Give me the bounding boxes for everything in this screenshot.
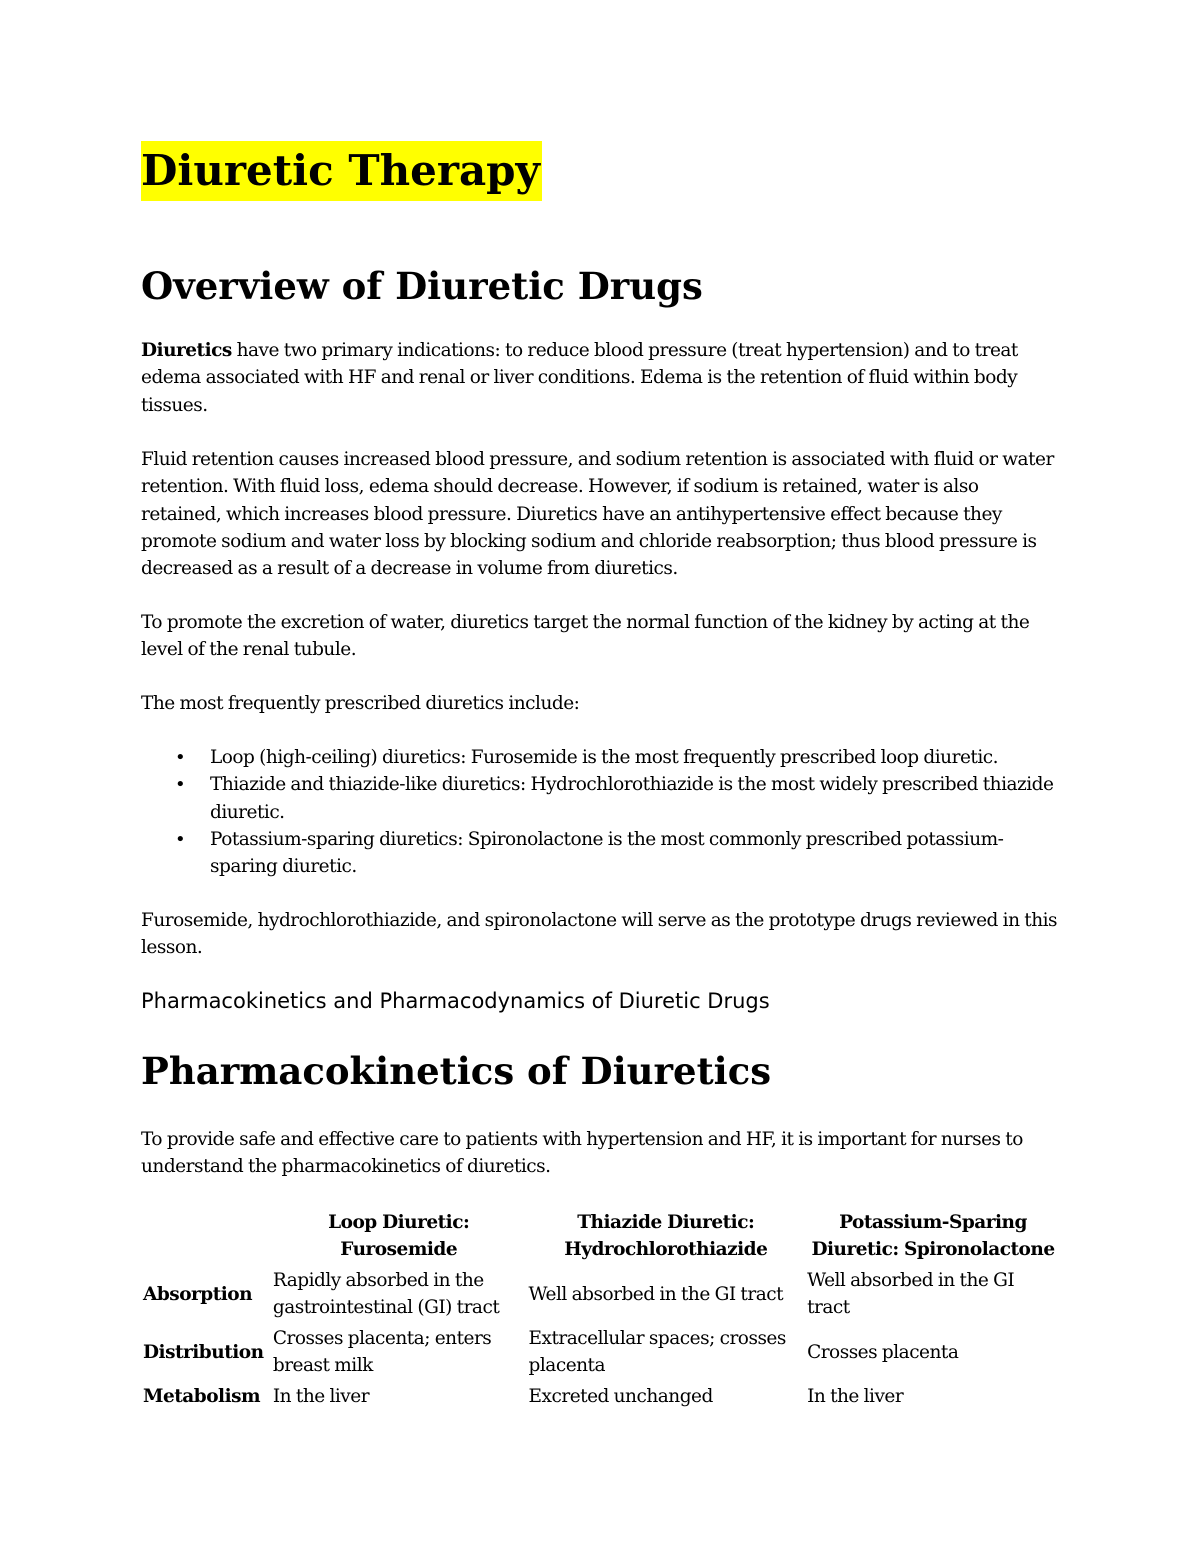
table-header-cell: Potassium-Sparing Diuretic: Spironolactone	[811, 1212, 1055, 1260]
row-label: Distribution	[143, 1341, 264, 1363]
table-header-cell: Loop Diuretic: Furosemide	[328, 1212, 470, 1260]
list-item	[141, 826, 1061, 881]
pharmacokinetics-paragraph: To provide safe and effective care to patients with hypertension and HF, it is important for nurses to understand the pharmacokinetics of diuretics.	[141, 1129, 1023, 1178]
table-header-cell: Thiazide Diuretic: Hydrochlorothiazide	[564, 1212, 768, 1260]
table-cell: Well absorbed in the GI tract	[528, 1283, 784, 1305]
pharmacokinetics-table	[141, 1207, 1061, 1412]
table-header-row	[141, 1207, 1061, 1265]
bullet-dot: •	[175, 774, 186, 796]
table-header-cell	[141, 1207, 271, 1265]
list-item-text: Loop (high-ceiling) diuretics: Furosemide is the most frequently prescribed loop diuretic.	[210, 747, 998, 768]
prototype-paragraph: Furosemide, hydrochlorothiazide, and spironolactone will serve as the prototype drugs reviewed in this lesson.	[141, 910, 1058, 959]
intro-text: have two primary indications: to reduce blood pressure (treat hypertension) and to treat edema associated with HF and renal or liver conditions. Edema is the retention of fluid within body tissues.	[141, 340, 1018, 416]
list-intro-paragraph: The most frequently prescribed diuretics include:	[141, 693, 580, 714]
intro-bold-term: Diuretics	[141, 340, 232, 361]
pharmacokinetics-heading: Pharmacokinetics of Diuretics	[141, 1049, 772, 1093]
overview-heading: Overview of Diuretic Drugs	[141, 264, 703, 308]
table-cell: Crosses placenta; enters breast milk	[272, 1328, 492, 1376]
table-row	[141, 1381, 1061, 1412]
pk-pd-subheading: Pharmacokinetics and Pharmacodynamics of Diuretic Drugs	[141, 989, 770, 1013]
bullet-dot: •	[175, 747, 186, 768]
fluid-retention-paragraph: Fluid retention causes increased blood pressure, and sodium retention is associated with fluid or water retention. With fluid loss, edema should decrease. However, if sodium is retained, water is also retained, which increases blood pressure. Diuretics have an antihypertensive effect because they promote sodium and water loss by blocking sodium and chloride reabsorption; thus blood pressure is decreased as a result of a decrease in volume from diuretics.	[141, 449, 1054, 580]
table-cell: In the liver	[272, 1386, 370, 1407]
document-title: Diuretic Therapy	[141, 141, 542, 201]
table-row	[141, 1265, 1061, 1323]
table-cell: Well absorbed in the GI tract	[807, 1270, 1015, 1318]
diuretics-list	[141, 744, 1061, 880]
list-item	[141, 771, 1061, 826]
row-label: Metabolism	[143, 1386, 261, 1407]
table-cell: Crosses placenta	[807, 1341, 959, 1363]
list-item-text: Thiazide and thiazide-like diuretics: Hydrochlorothiazide is the most widely prescribed thiazide diuretic.	[210, 774, 1054, 823]
table-cell: In the liver	[807, 1386, 904, 1407]
table-cell: Extracellular spaces; crosses placenta	[528, 1328, 786, 1376]
table-cell: Rapidly absorbed in the gastrointestinal (GI) tract	[272, 1270, 500, 1318]
kidney-paragraph: To promote the excretion of water, diuretics target the normal function of the kidney by acting at the level of the renal tubule.	[141, 612, 1030, 661]
intro-paragraph	[141, 337, 1061, 419]
list-item-text: Potassium-sparing diuretics: Spironolactone is the most commonly prescribed potassium-sparing diuretic.	[210, 828, 1004, 878]
list-item	[141, 744, 1061, 771]
table-cell: Excreted unchanged	[528, 1386, 713, 1407]
table-row	[141, 1323, 1061, 1381]
row-label: Absorption	[143, 1283, 253, 1305]
bullet-dot: •	[175, 828, 186, 850]
